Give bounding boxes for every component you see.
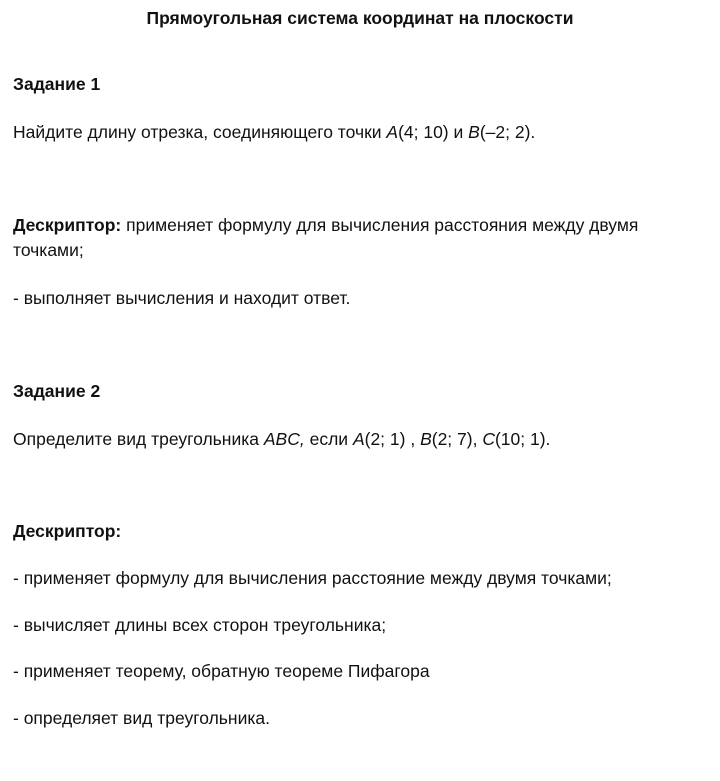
task2-text-prefix: Определите вид треугольника xyxy=(13,429,264,449)
page-title: Прямоугольная система координат на плоскости xyxy=(146,8,574,28)
task2-descriptor-label: Дескриптор: xyxy=(13,521,122,541)
task1-descriptor xyxy=(13,213,713,263)
task2-triangle-name: ABC, xyxy=(263,429,305,449)
task2-point-b-name: B xyxy=(420,429,432,449)
task2-descriptor-item: - применяет формулу для вычисления расстояние между двумя точками; xyxy=(13,568,612,588)
task1-text xyxy=(13,120,714,145)
task1-point-a-name: A xyxy=(386,122,399,142)
task2-heading: Задание 2 xyxy=(13,381,101,401)
task2-text xyxy=(13,427,714,452)
task1-descriptor-label: Дескриптор: xyxy=(13,215,122,235)
task2-point-c-name: C xyxy=(482,429,495,449)
task2-point-a-name: A xyxy=(352,429,365,449)
task1-descriptor-item: - выполняет вычисления и находит ответ. xyxy=(13,288,351,308)
task1-point-b-name: B xyxy=(468,122,480,142)
task1-heading: Задание 1 xyxy=(13,74,101,94)
task1-descriptor-first: применяет формулу для вычисления расстояния между двумя точками; xyxy=(13,215,639,260)
task2-point-c-coords: (10; 1). xyxy=(494,429,551,449)
task2-descriptor-item: - применяет теорему, обратную теореме Пифагора xyxy=(13,661,430,681)
task2-point-a-coords: (2; 1) , xyxy=(364,429,421,449)
task1-point-b-coords: (–2; 2). xyxy=(479,122,536,142)
task2-descriptor-item: - вычисляет длины всех сторон треугольника; xyxy=(13,615,387,635)
task2-text-mid: если xyxy=(304,429,353,449)
task2-point-b-coords: (2; 7), xyxy=(431,429,483,449)
task1-point-a-coords: (4; 10) и xyxy=(398,122,469,142)
task1-text-prefix: Найдите длину отрезка, соединяющего точки xyxy=(13,122,387,142)
task2-descriptor-item: - определяет вид треугольника. xyxy=(13,708,270,728)
